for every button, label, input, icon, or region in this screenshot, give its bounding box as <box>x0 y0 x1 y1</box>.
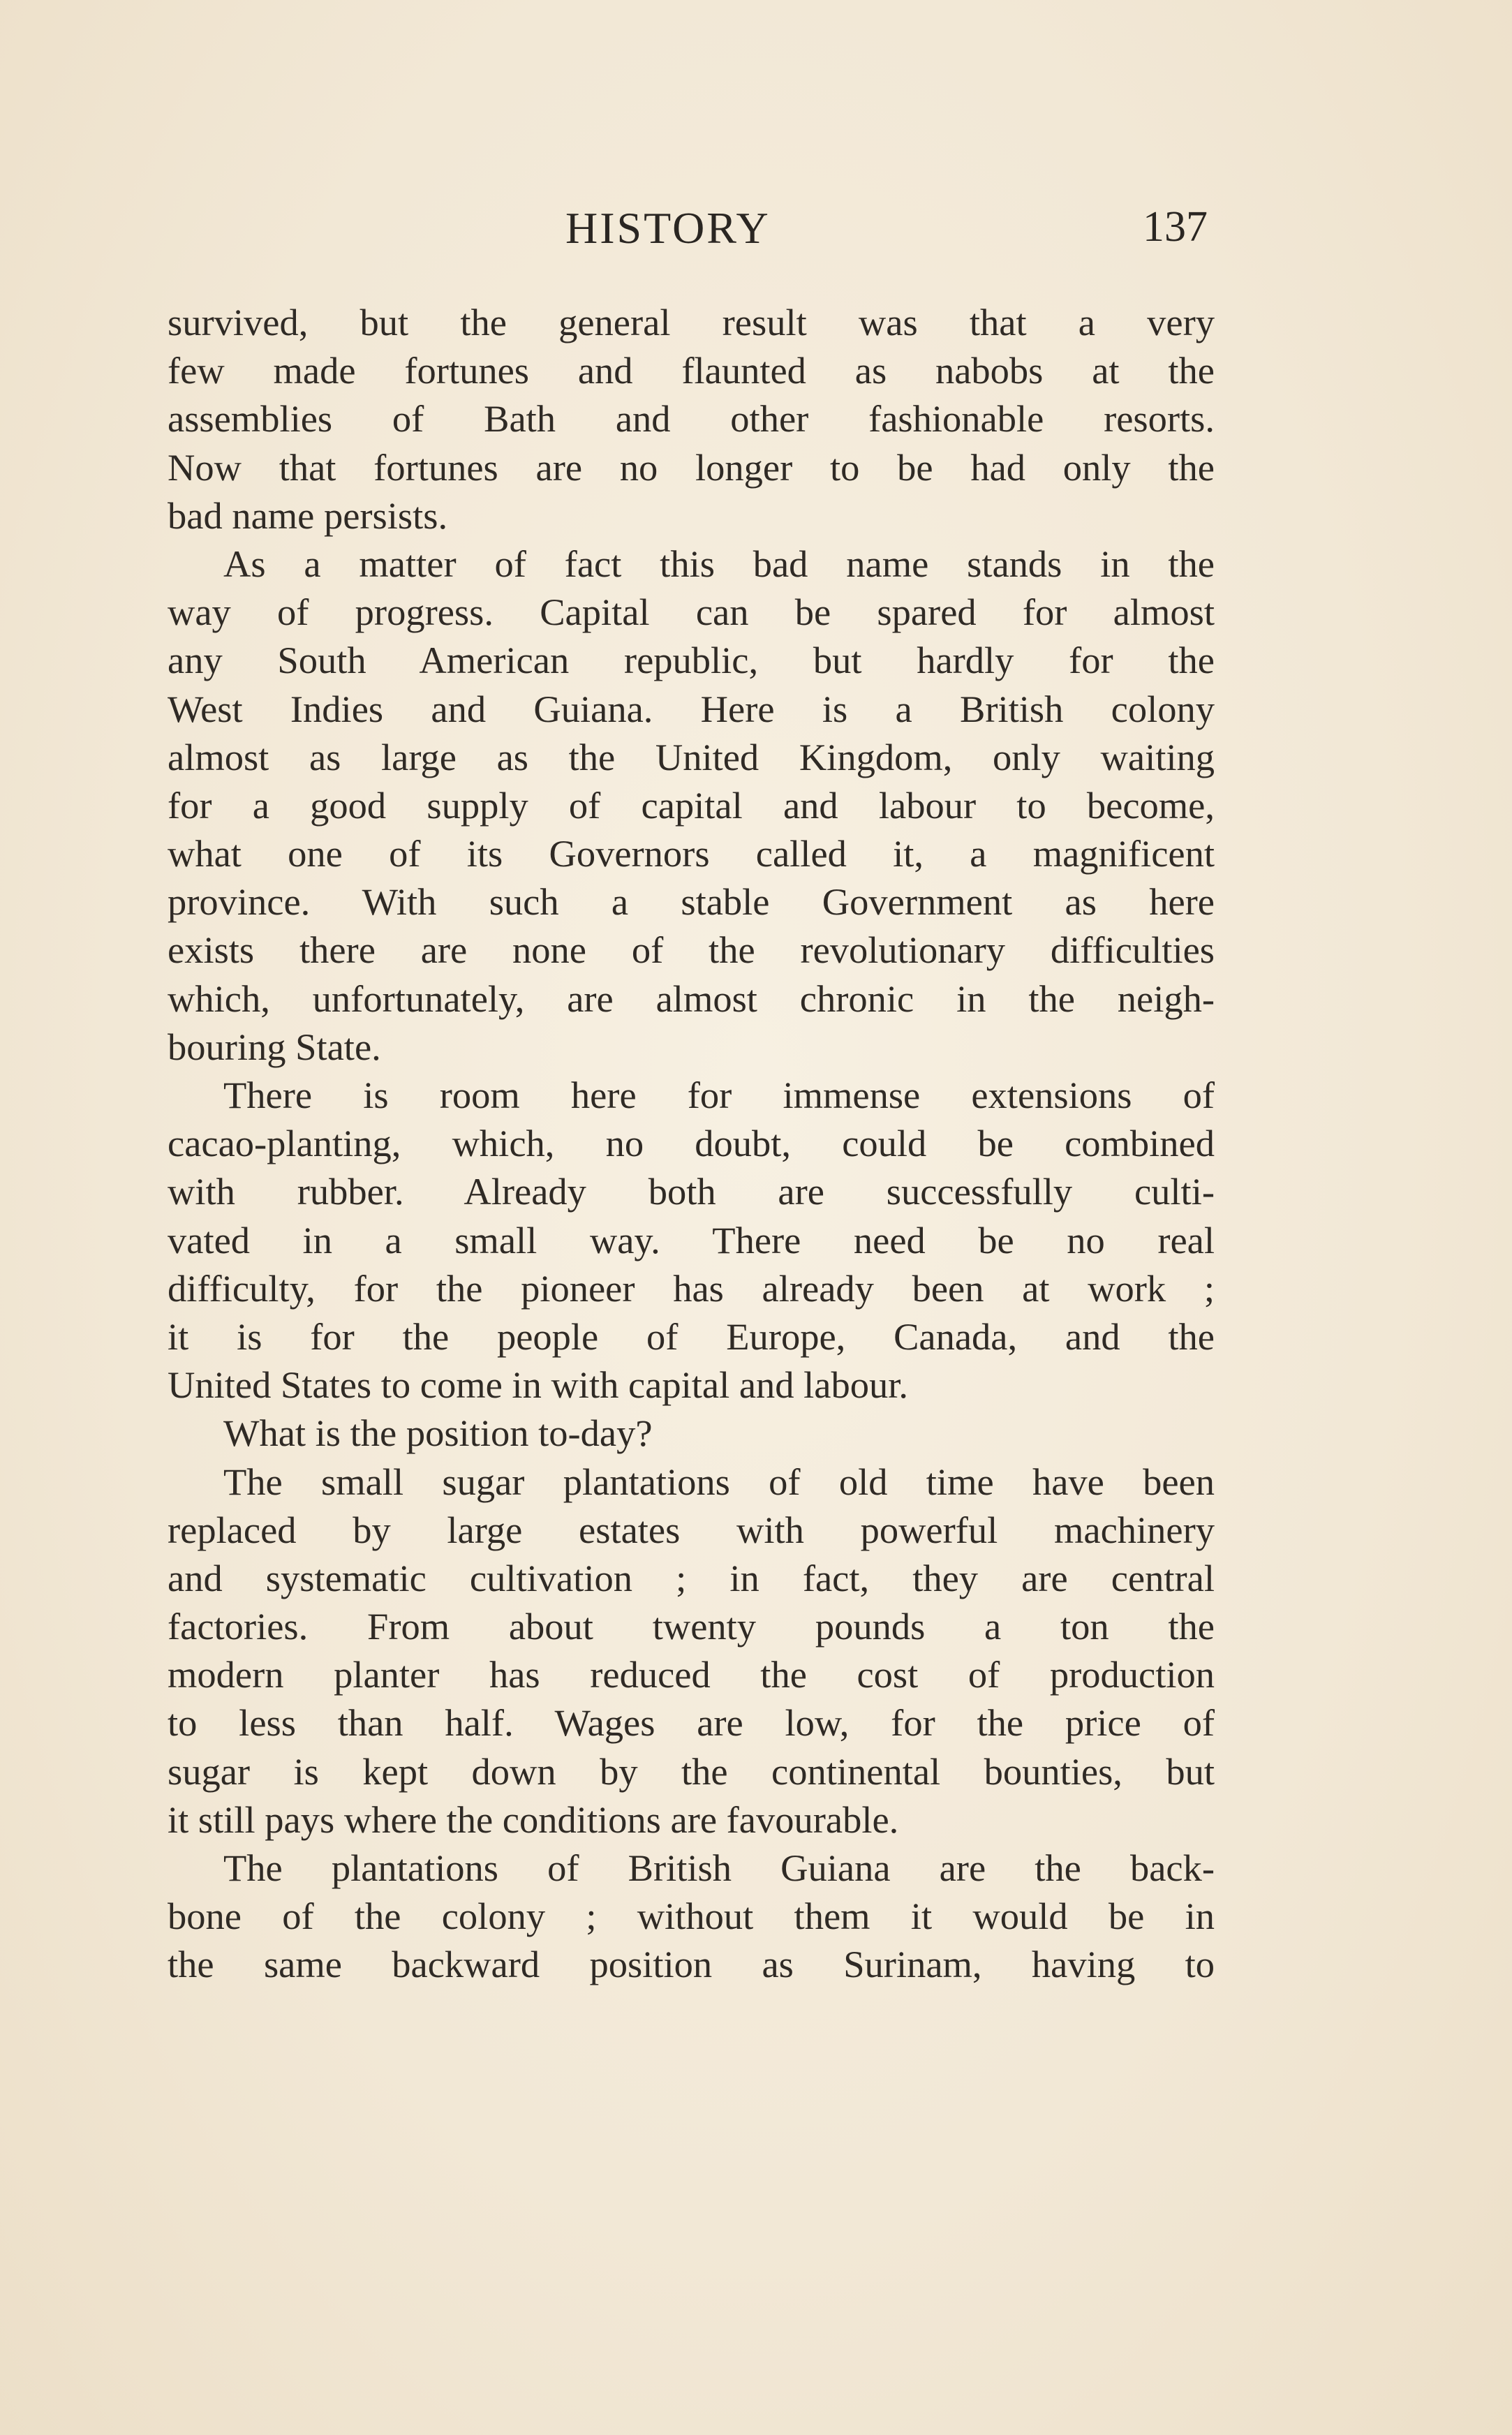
text-line: it is for the people of Europe, Canada, and the <box>168 1315 1215 1358</box>
text-line: factories. From about twenty pounds a ton the <box>168 1605 1215 1648</box>
text-line: exists there are none of the revolutionary difficulties <box>168 928 1215 972</box>
text-line: bad name persists. <box>168 494 448 537</box>
body-text <box>168 298 1215 1989</box>
text-line: for a good supply of capital and labour to become, <box>168 783 1215 827</box>
text-line: The plantations of British Guiana are the back- <box>223 1846 1215 1889</box>
text-line: with rubber. Already both are successfully culti- <box>168 1170 1215 1213</box>
text-line: survived, but the general result was that a very <box>168 301 1215 343</box>
text-line: assemblies of Bath and other fashionable resorts. <box>168 397 1215 441</box>
text-line: what one of its Governors called it, a magnificent <box>168 832 1215 875</box>
text-line: The small sugar plantations of old time have been <box>223 1460 1215 1503</box>
page-number: 137 <box>1143 203 1208 251</box>
text-line: United States to come in with capital and labour. <box>168 1363 908 1407</box>
text-line: any South American republic, but hardly for the <box>168 639 1215 682</box>
text-line: province. With such a stable Government as here <box>168 880 1215 924</box>
text-line: it still pays where the conditions are favourable. <box>168 1798 899 1841</box>
text-line: bone of the colony ; without them it would be in <box>168 1895 1215 1938</box>
text-line: almost as large as the United Kingdom, only waiting <box>168 735 1215 778</box>
text-line: As a matter of fact this bad name stands in the <box>223 542 1215 585</box>
page-header <box>168 202 1215 258</box>
text-line: way of progress. Capital can be spared for almost <box>168 591 1215 634</box>
text-line: There is room here for immense extensions of <box>223 1074 1215 1116</box>
text-line: difficulty, for the pioneer has already been at work ; <box>168 1266 1215 1310</box>
text-line: bouring State. <box>168 1025 381 1068</box>
text-line: vated in a small way. There need be no real <box>168 1218 1215 1261</box>
text-line: replaced by large estates with powerful machinery <box>168 1508 1215 1551</box>
text-line: and systematic cultivation ; in fact, they are central <box>168 1556 1215 1599</box>
text-line: What is the position to-day? <box>223 1412 653 1455</box>
text-line: cacao-planting, which, no doubt, could be combined <box>168 1122 1215 1165</box>
running-head: HISTORY <box>565 203 771 253</box>
text-line: sugar is kept down by the continental bounties, but <box>168 1749 1215 1793</box>
text-line: to less than half. Wages are low, for the price of <box>168 1701 1215 1745</box>
text-line: West Indies and Guiana. Here is a British colony <box>168 687 1215 730</box>
text-line: few made fortunes and flaunted as nabobs at the <box>168 349 1215 392</box>
text-line: modern planter has reduced the cost of production <box>168 1653 1215 1696</box>
text-line: Now that fortunes are no longer to be had only the <box>168 445 1215 489</box>
text-line: the same backward position as Surinam, having to <box>168 1943 1215 1986</box>
text-line: which, unfortunately, are almost chronic in the neigh- <box>168 977 1215 1020</box>
